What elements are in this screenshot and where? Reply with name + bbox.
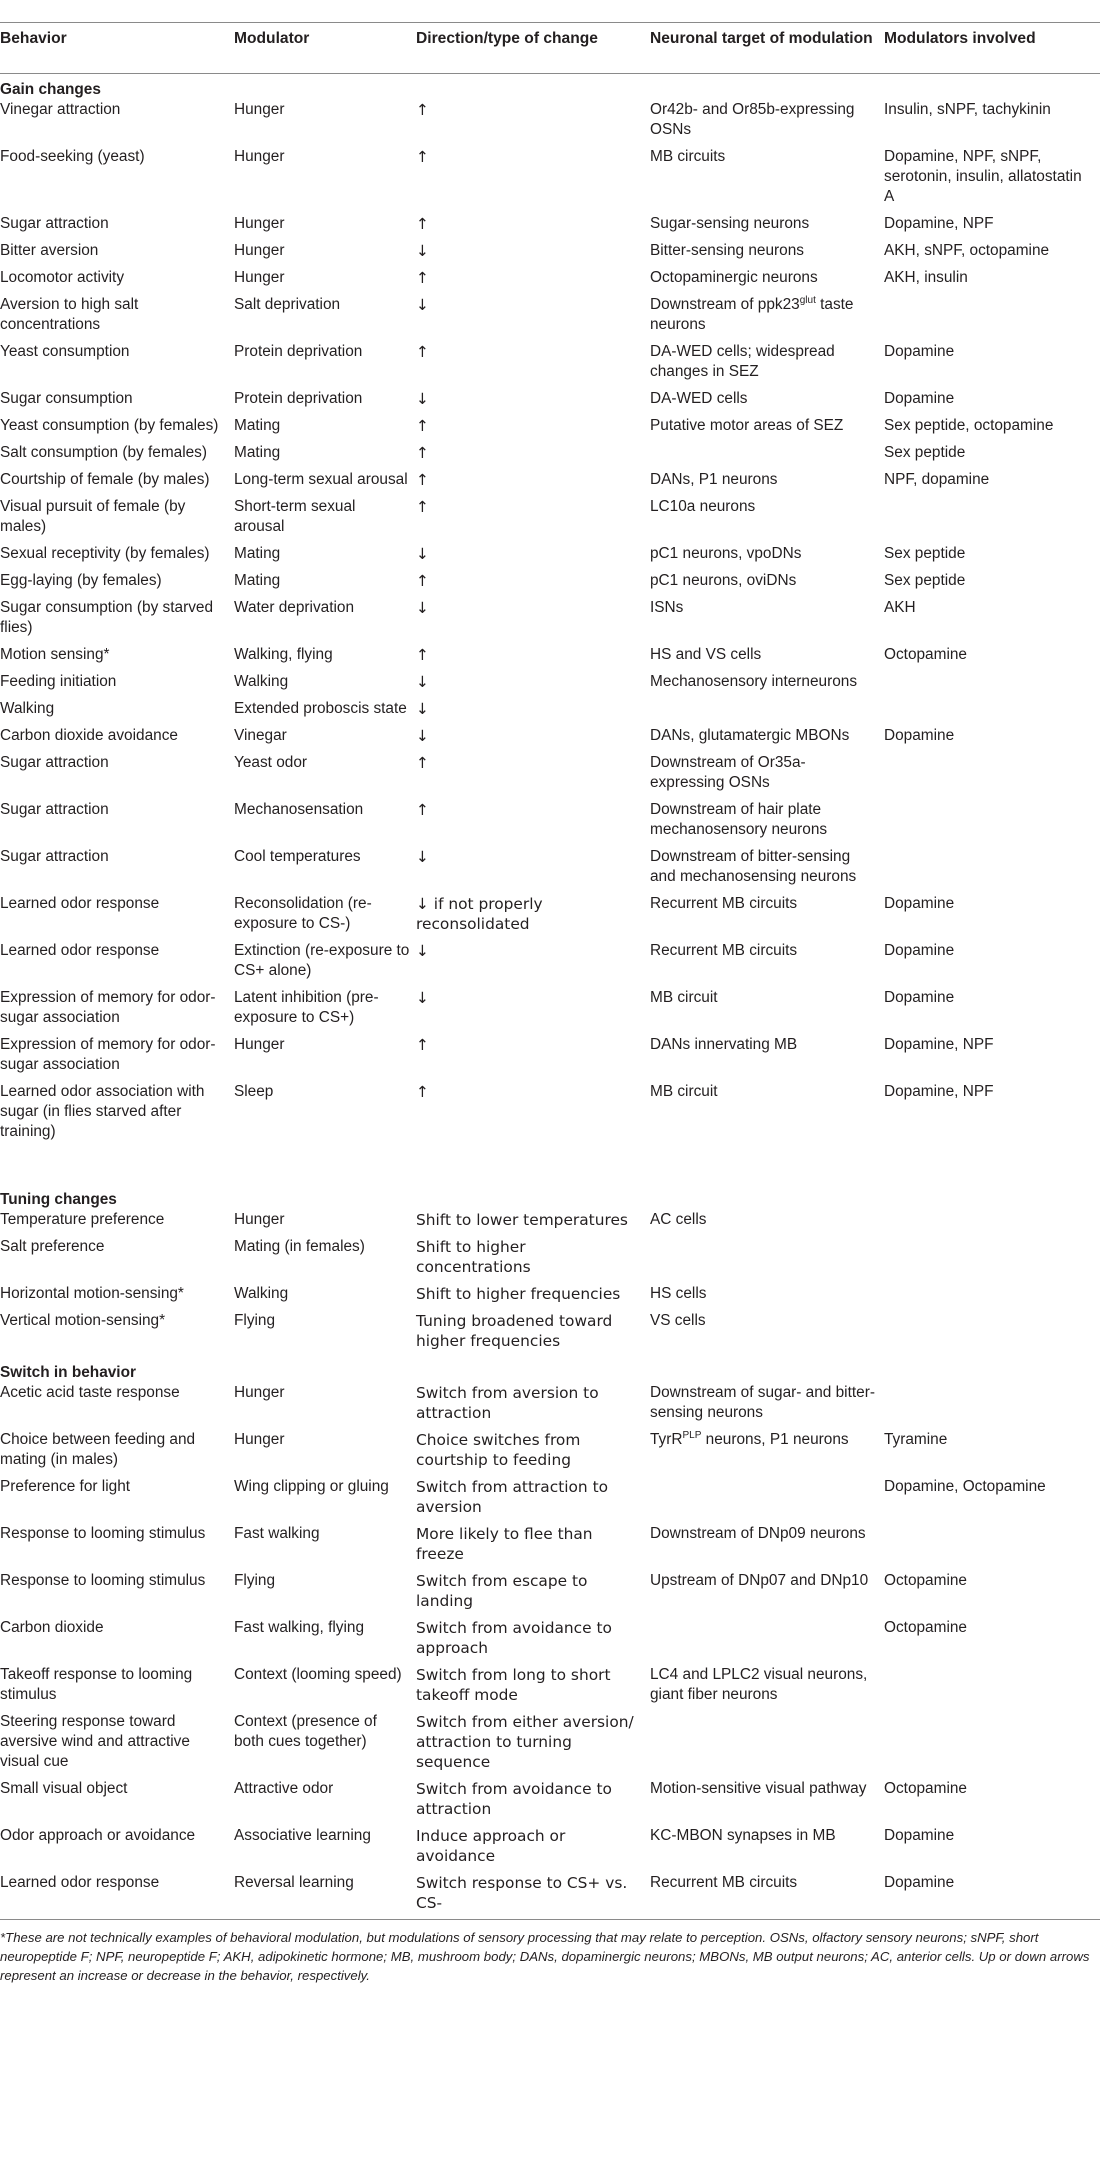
cell-modulator: Short-term sexual arousal <box>234 498 356 535</box>
cell-behavior: Sugar attraction <box>0 754 109 771</box>
cell-direction: ↓ <box>416 700 429 718</box>
cell-modulator: Hunger <box>234 215 285 232</box>
cell-modulators <box>884 1524 1100 1571</box>
cell-direction: ↑ <box>416 444 429 462</box>
cell-modulators <box>884 1311 1100 1358</box>
cell-target: LC4 and LPLC2 visual neurons, giant fiber neurons <box>650 1666 868 1703</box>
table-row <box>0 753 1100 800</box>
cell-target: DANs, P1 neurons <box>650 471 778 488</box>
cell-behavior: Sugar consumption (by starved flies) <box>0 599 214 636</box>
cell-behavior: Motion sensing* <box>0 646 110 663</box>
cell-modulator: Flying <box>234 1312 276 1329</box>
cell-direction: ↓ <box>416 727 429 745</box>
cell-target: Recurrent MB circuits <box>650 1873 884 1920</box>
cell-direction: Switch from escape to landing <box>416 1572 588 1610</box>
cell-target-text: TyrR <box>650 1431 683 1448</box>
table-row <box>0 147 1100 214</box>
cell-target <box>650 1618 884 1665</box>
cell-behavior: Choice between feeding and mating (in males) <box>0 1431 196 1468</box>
cell-modulator: Sleep <box>234 1083 274 1100</box>
cell-modulator: Mating <box>234 444 281 461</box>
cell-direction: ↓ <box>416 848 429 866</box>
cell-direction: ↓ <box>416 989 429 1007</box>
cell-modulators: Sex peptide <box>884 545 966 562</box>
behavior-modulation-table <box>0 23 1100 1920</box>
cell-direction: ↓ <box>416 942 429 960</box>
cell-target: Downstream of bitter-sensing and mechanosensing neurons <box>650 848 857 885</box>
cell-direction: ↑ <box>416 572 429 590</box>
cell-target: Octopaminergic neurons <box>650 269 818 286</box>
cell-target: Recurrent MB circuits <box>650 942 798 959</box>
cell-modulators: Dopamine, NPF <box>884 1036 994 1053</box>
cell-modulator: Extended proboscis state <box>234 700 407 717</box>
cell-behavior: Egg-laying (by females) <box>0 572 162 589</box>
table-header <box>0 23 1100 74</box>
cell-modulators: Dopamine <box>884 1873 1100 1920</box>
cell-behavior: Courtship of female (by males) <box>0 471 210 488</box>
table-row <box>0 1524 1100 1571</box>
cell-target: pC1 neurons, oviDNs <box>650 572 797 589</box>
cell-modulators: Octopamine <box>884 646 967 663</box>
cell-direction: ↑ <box>416 215 429 233</box>
cell-modulator: Mating <box>234 417 281 434</box>
cell-modulator: Hunger <box>234 1211 285 1228</box>
cell-modulators <box>884 1383 1100 1430</box>
cell-behavior: Response to looming stimulus <box>0 1572 206 1589</box>
cell-direction: Choice switches from courtship to feeding <box>416 1431 581 1469</box>
cell-modulators: Dopamine <box>884 895 955 912</box>
section-title: Gain changes <box>0 81 101 98</box>
table-row <box>0 699 1100 726</box>
cell-modulator: Mating <box>234 545 281 562</box>
cell-modulator: Fast walking, flying <box>234 1619 365 1636</box>
table-row <box>0 1430 1100 1477</box>
cell-behavior: Vinegar attraction <box>0 101 121 118</box>
header-direction: Direction/type of change <box>416 23 650 74</box>
section-title: Tuning changes <box>0 1191 117 1208</box>
cell-target: Downstream of sugar- and bitter-sensing neurons <box>650 1384 875 1421</box>
cell-modulators: Octopamine <box>884 1780 967 1797</box>
table-row <box>0 726 1100 753</box>
cell-target: MB circuits <box>650 148 726 165</box>
cell-modulator: Hunger <box>234 1036 285 1053</box>
cell-modulator: Mating <box>234 572 281 589</box>
cell-behavior: Learned odor response <box>0 942 160 959</box>
table-row <box>0 941 1100 988</box>
cell-direction: Switch from avoidance to approach <box>416 1619 612 1657</box>
cell-behavior: Yeast consumption (by females) <box>0 417 219 434</box>
cell-direction: ↑ <box>416 754 429 772</box>
section-heading-row <box>0 1185 1100 1210</box>
cell-modulators: Sex peptide <box>884 572 966 589</box>
cell-target: pC1 neurons, vpoDNs <box>650 545 802 562</box>
cell-modulator: Hunger <box>234 148 285 165</box>
cell-direction: Switch from aversion to attraction <box>416 1384 599 1422</box>
table-row <box>0 800 1100 847</box>
cell-target <box>650 1712 884 1779</box>
cell-modulators: Sex peptide, octopamine <box>884 417 1054 434</box>
cell-target: Recurrent MB circuits <box>650 895 798 912</box>
cell-modulator: Context (presence of both cues together) <box>234 1713 377 1750</box>
cell-target <box>650 699 884 726</box>
cell-modulator: Mechanosensation <box>234 801 364 818</box>
table-row <box>0 1383 1100 1430</box>
table-row <box>0 1779 1100 1826</box>
cell-behavior: Feeding initiation <box>0 673 117 690</box>
cell-modulator: Reversal learning <box>234 1873 416 1920</box>
cell-target: DANs innervating MB <box>650 1036 798 1053</box>
cell-target: MB circuit <box>650 989 718 1006</box>
cell-modulator: Context (looming speed) <box>234 1666 402 1683</box>
cell-modulator: Walking <box>234 673 289 690</box>
cell-direction: ↑ <box>416 646 429 664</box>
cell-behavior: Learned odor response <box>0 895 160 912</box>
cell-behavior: Vertical motion-sensing* <box>0 1312 166 1329</box>
cell-target: Putative motor areas of SEZ <box>650 417 844 434</box>
cell-modulators: Dopamine, NPF, sNPF, serotonin, insulin, allatostatin A <box>884 148 1082 205</box>
cell-behavior: Sugar attraction <box>0 215 109 232</box>
cell-direction: ↓ <box>416 242 429 260</box>
cell-behavior: Sugar attraction <box>0 801 109 818</box>
section-heading-row <box>0 1358 1100 1383</box>
cell-modulators: Dopamine, NPF <box>884 1083 994 1100</box>
table-body <box>0 74 1100 1920</box>
cell-target: Mechanosensory interneurons <box>650 673 858 690</box>
table-row <box>0 241 1100 268</box>
cell-modulators <box>884 800 1100 847</box>
section-heading-row <box>0 74 1100 101</box>
cell-modulator: Mating (in females) <box>234 1238 365 1255</box>
cell-direction: ↑ <box>416 801 429 819</box>
cell-direction: Switch from either aversion/ attraction to turning sequence <box>416 1713 634 1771</box>
header-target: Neuronal target of modulation <box>650 23 884 74</box>
cell-modulator: Latent inhibition (pre-exposure to CS+) <box>234 989 379 1026</box>
cell-target-text-after: taste neurons <box>650 296 854 333</box>
cell-direction: ↑ <box>416 1036 429 1054</box>
header-behavior: Behavior <box>0 23 234 74</box>
table-row <box>0 100 1100 147</box>
cell-direction: ↑ <box>416 498 429 516</box>
cell-modulators: AKH, insulin <box>884 269 968 286</box>
cell-modulators <box>884 1665 1100 1712</box>
cell-target: Motion-sensitive visual pathway <box>650 1780 867 1797</box>
cell-direction: Switch from avoidance to attraction <box>416 1780 612 1818</box>
cell-modulators: NPF, dopamine <box>884 471 990 488</box>
cell-modulators: Dopamine <box>884 727 955 744</box>
table-row <box>0 1873 1100 1920</box>
cell-target: HS and VS cells <box>650 646 762 663</box>
cell-target: Sugar-sensing neurons <box>650 215 810 232</box>
cell-target: Downstream of Or35a-expressing OSNs <box>650 754 806 791</box>
cell-direction: ↓ <box>416 673 429 691</box>
cell-behavior: Temperature preference <box>0 1211 165 1228</box>
cell-modulators <box>884 699 1100 726</box>
cell-behavior: Learned odor response <box>0 1873 234 1920</box>
cell-modulator: Extinction (re-exposure to CS+ alone) <box>234 942 410 979</box>
cell-modulators: Octopamine <box>884 1572 967 1589</box>
cell-behavior: Learned odor association with sugar (in flies starved after training) <box>0 1083 205 1140</box>
cell-direction: ↑ <box>416 148 429 166</box>
cell-direction: ↑ <box>416 417 429 435</box>
table-row <box>0 894 1100 941</box>
table-row <box>0 268 1100 295</box>
cell-target: ISNs <box>650 599 684 616</box>
cell-behavior: Salt consumption (by females) <box>0 444 208 461</box>
table-row <box>0 645 1100 672</box>
cell-direction: ↓ <box>416 599 429 617</box>
cell-target: MB circuit <box>650 1083 718 1100</box>
table-row <box>0 416 1100 443</box>
cell-direction: Switch response to CS+ vs. CS- <box>416 1873 650 1920</box>
cell-behavior: Salt preference <box>0 1238 105 1255</box>
cell-direction: More likely to flee than freeze <box>416 1525 593 1563</box>
cell-target <box>650 1237 884 1284</box>
cell-modulators: Dopamine <box>884 989 955 1006</box>
cell-modulators: Tyramine <box>884 1431 948 1448</box>
table-row <box>0 1082 1100 1149</box>
table-row <box>0 1311 1100 1358</box>
cell-direction: ↓ <box>416 296 429 314</box>
table-row <box>0 1665 1100 1712</box>
cell-behavior: Small visual object <box>0 1780 128 1797</box>
cell-direction: Tuning broadened toward higher frequencies <box>416 1312 613 1350</box>
cell-direction: ↑ <box>416 343 429 361</box>
cell-behavior: Preference for light <box>0 1478 131 1495</box>
table-row <box>0 571 1100 598</box>
cell-target: HS cells <box>650 1285 707 1302</box>
cell-modulator: Salt deprivation <box>234 296 341 313</box>
cell-modulator: Vinegar <box>234 727 287 744</box>
header-modulators-involved: Modulators involved <box>884 23 1100 74</box>
cell-modulators <box>884 1712 1100 1779</box>
cell-direction: Switch from attraction to aversion <box>416 1478 609 1516</box>
cell-target: DA-WED cells <box>650 390 748 407</box>
cell-modulator: Protein deprivation <box>234 343 363 360</box>
cell-modulator: Reconsolidation (re-exposure to CS-) <box>234 895 372 932</box>
cell-modulator: Hunger <box>234 101 285 118</box>
cell-target: AC cells <box>650 1211 707 1228</box>
cell-target <box>650 1477 884 1524</box>
cell-modulators <box>884 1284 1100 1311</box>
table-row <box>0 672 1100 699</box>
cell-direction: ↑ <box>416 471 429 489</box>
cell-behavior: Locomotor activity <box>0 269 125 286</box>
spacer-cell <box>0 1149 1100 1185</box>
cell-behavior: Visual pursuit of female (by males) <box>0 498 186 535</box>
cell-modulators: Dopamine, NPF <box>884 215 994 232</box>
cell-behavior: Carbon dioxide avoidance <box>0 727 178 744</box>
cell-direction: Shift to higher concentrations <box>416 1238 531 1276</box>
table-row <box>0 389 1100 416</box>
cell-behavior: Aversion to high salt concentrations <box>0 296 139 333</box>
cell-modulator: Long-term sexual arousal <box>234 471 408 488</box>
table-row <box>0 1035 1100 1082</box>
table-row <box>0 1826 1100 1873</box>
table-row <box>0 1210 1100 1237</box>
header-row <box>0 23 1100 74</box>
header-modulator: Modulator <box>234 23 416 74</box>
cell-target-text: Downstream of ppk23 <box>650 296 800 313</box>
section-title: Switch in behavior <box>0 1364 136 1381</box>
cell-behavior: Sugar attraction <box>0 848 109 865</box>
cell-direction: Shift to lower temperatures <box>416 1211 628 1229</box>
cell-modulators <box>884 295 1100 342</box>
cell-target: Downstream of hair plate mechanosensory neurons <box>650 801 828 838</box>
cell-modulator: Associative learning <box>234 1827 371 1844</box>
table-row <box>0 1237 1100 1284</box>
cell-behavior: Expression of memory for odor-sugar association <box>0 989 216 1026</box>
cell-modulators: AKH, sNPF, octopamine <box>884 242 1050 259</box>
cell-modulators <box>884 1210 1100 1237</box>
cell-modulator: Protein deprivation <box>234 390 363 407</box>
cell-target: VS cells <box>650 1312 706 1329</box>
cell-modulators: Octopamine <box>884 1619 967 1636</box>
cell-modulators <box>884 753 1100 800</box>
cell-modulators <box>884 672 1100 699</box>
cell-modulator: Hunger <box>234 269 285 286</box>
table-row <box>0 470 1100 497</box>
cell-behavior: Yeast consumption <box>0 343 130 360</box>
table-row <box>0 988 1100 1035</box>
cell-behavior: Expression of memory for odor-sugar association <box>0 1036 216 1073</box>
cell-target: LC10a neurons <box>650 498 756 515</box>
cell-target: DANs, glutamatergic MBONs <box>650 727 850 744</box>
cell-direction: Switch from long to short takeoff mode <box>416 1666 611 1704</box>
cell-modulator: Hunger <box>234 1384 285 1401</box>
cell-behavior: Food-seeking (yeast) <box>0 148 145 165</box>
cell-direction: ↓ <box>416 545 429 563</box>
cell-modulators: Insulin, sNPF, tachykinin <box>884 101 1051 118</box>
cell-modulators: Dopamine <box>884 1827 955 1844</box>
cell-direction: Induce approach or avoidance <box>416 1827 566 1865</box>
table-row <box>0 295 1100 342</box>
table-row <box>0 847 1100 894</box>
table-row <box>0 497 1100 544</box>
cell-modulator: Yeast odor <box>234 754 308 771</box>
cell-modulators <box>884 847 1100 894</box>
cell-direction: Shift to higher frequencies <box>416 1285 621 1303</box>
cell-modulator: Wing clipping or gluing <box>234 1478 389 1495</box>
cell-direction: ↑ <box>416 101 429 119</box>
table-footnote: *These are not technically examples of behavioral modulation, but modulations of sensory processing that may relate to perception. OSNs, olfactory sensory neurons; sNPF, short neuropeptide F; NPF, neuropeptide F; AKH, adipokinetic hormone; MB, mushroom body; DANs, dopaminergic neurons; MBONs, MB output neurons; AC, anterior cells. Up or down arrows represent an increase or decrease in the behavior, respectively. <box>0 1930 1090 1983</box>
table-row <box>0 598 1100 645</box>
cell-modulators: Dopamine <box>884 390 955 407</box>
table-row <box>0 1712 1100 1779</box>
cell-target <box>650 443 884 470</box>
cell-direction: ↑ <box>416 269 429 287</box>
table-row <box>0 443 1100 470</box>
cell-target: Upstream of DNp07 and DNp10 <box>650 1572 869 1589</box>
cell-modulator: Cool temperatures <box>234 848 361 865</box>
cell-target: Or42b- and Or85b-expressing OSNs <box>650 101 855 138</box>
cell-modulator: Hunger <box>234 1431 285 1448</box>
cell-behavior: Horizontal motion-sensing* <box>0 1285 184 1302</box>
cell-behavior: Takeoff response to looming stimulus <box>0 1666 193 1703</box>
cell-modulator: Flying <box>234 1572 276 1589</box>
cell-direction: ↑ <box>416 1083 429 1101</box>
cell-modulator: Fast walking <box>234 1525 320 1542</box>
cell-behavior: Steering response toward aversive wind and attractive visual cue <box>0 1713 190 1770</box>
table-row <box>0 1618 1100 1665</box>
cell-target-text-after: neurons, P1 neurons <box>701 1431 849 1448</box>
cell-modulators: Dopamine <box>884 942 955 959</box>
cell-target <box>650 295 884 342</box>
cell-modulator: Walking, flying <box>234 646 333 663</box>
cell-direction: ↓ <box>416 390 429 408</box>
cell-target: KC-MBON synapses in MB <box>650 1827 836 1844</box>
cell-modulator: Water deprivation <box>234 599 355 616</box>
cell-modulators: Dopamine <box>884 343 955 360</box>
table-row <box>0 1477 1100 1524</box>
cell-target: Downstream of DNp09 neurons <box>650 1525 866 1542</box>
top-rule <box>0 0 1100 23</box>
cell-behavior: Sexual receptivity (by females) <box>0 545 210 562</box>
cell-modulator: Walking <box>234 1285 289 1302</box>
cell-target: DA-WED cells; widespread changes in SEZ <box>650 343 835 380</box>
cell-modulators: Sex peptide <box>884 444 966 461</box>
cell-modulators <box>884 1237 1100 1284</box>
cell-direction: ↓ if not properly reconsolidated <box>416 895 543 933</box>
table-row <box>0 1571 1100 1618</box>
cell-modulators: Dopamine, Octopamine <box>884 1478 1046 1495</box>
cell-behavior: Sugar consumption <box>0 390 133 407</box>
cell-target-superscript: PLP <box>682 1429 702 1441</box>
cell-behavior: Walking <box>0 700 55 717</box>
cell-target-superscript: glut <box>799 294 816 306</box>
cell-behavior: Bitter aversion <box>0 242 99 259</box>
cell-target <box>650 1430 884 1477</box>
table-row <box>0 342 1100 389</box>
cell-behavior: Response to looming stimulus <box>0 1525 206 1542</box>
cell-behavior: Carbon dioxide <box>0 1619 104 1636</box>
section-spacer <box>0 1149 1100 1185</box>
table-row <box>0 544 1100 571</box>
cell-behavior: Acetic acid taste response <box>0 1384 180 1401</box>
table-row <box>0 1284 1100 1311</box>
cell-modulator: Hunger <box>234 242 285 259</box>
cell-behavior: Odor approach or avoidance <box>0 1827 196 1844</box>
cell-modulator: Attractive odor <box>234 1780 334 1797</box>
cell-target: Bitter-sensing neurons <box>650 242 804 259</box>
table-row <box>0 214 1100 241</box>
cell-modulators <box>884 497 1100 544</box>
cell-modulators: AKH <box>884 599 916 616</box>
